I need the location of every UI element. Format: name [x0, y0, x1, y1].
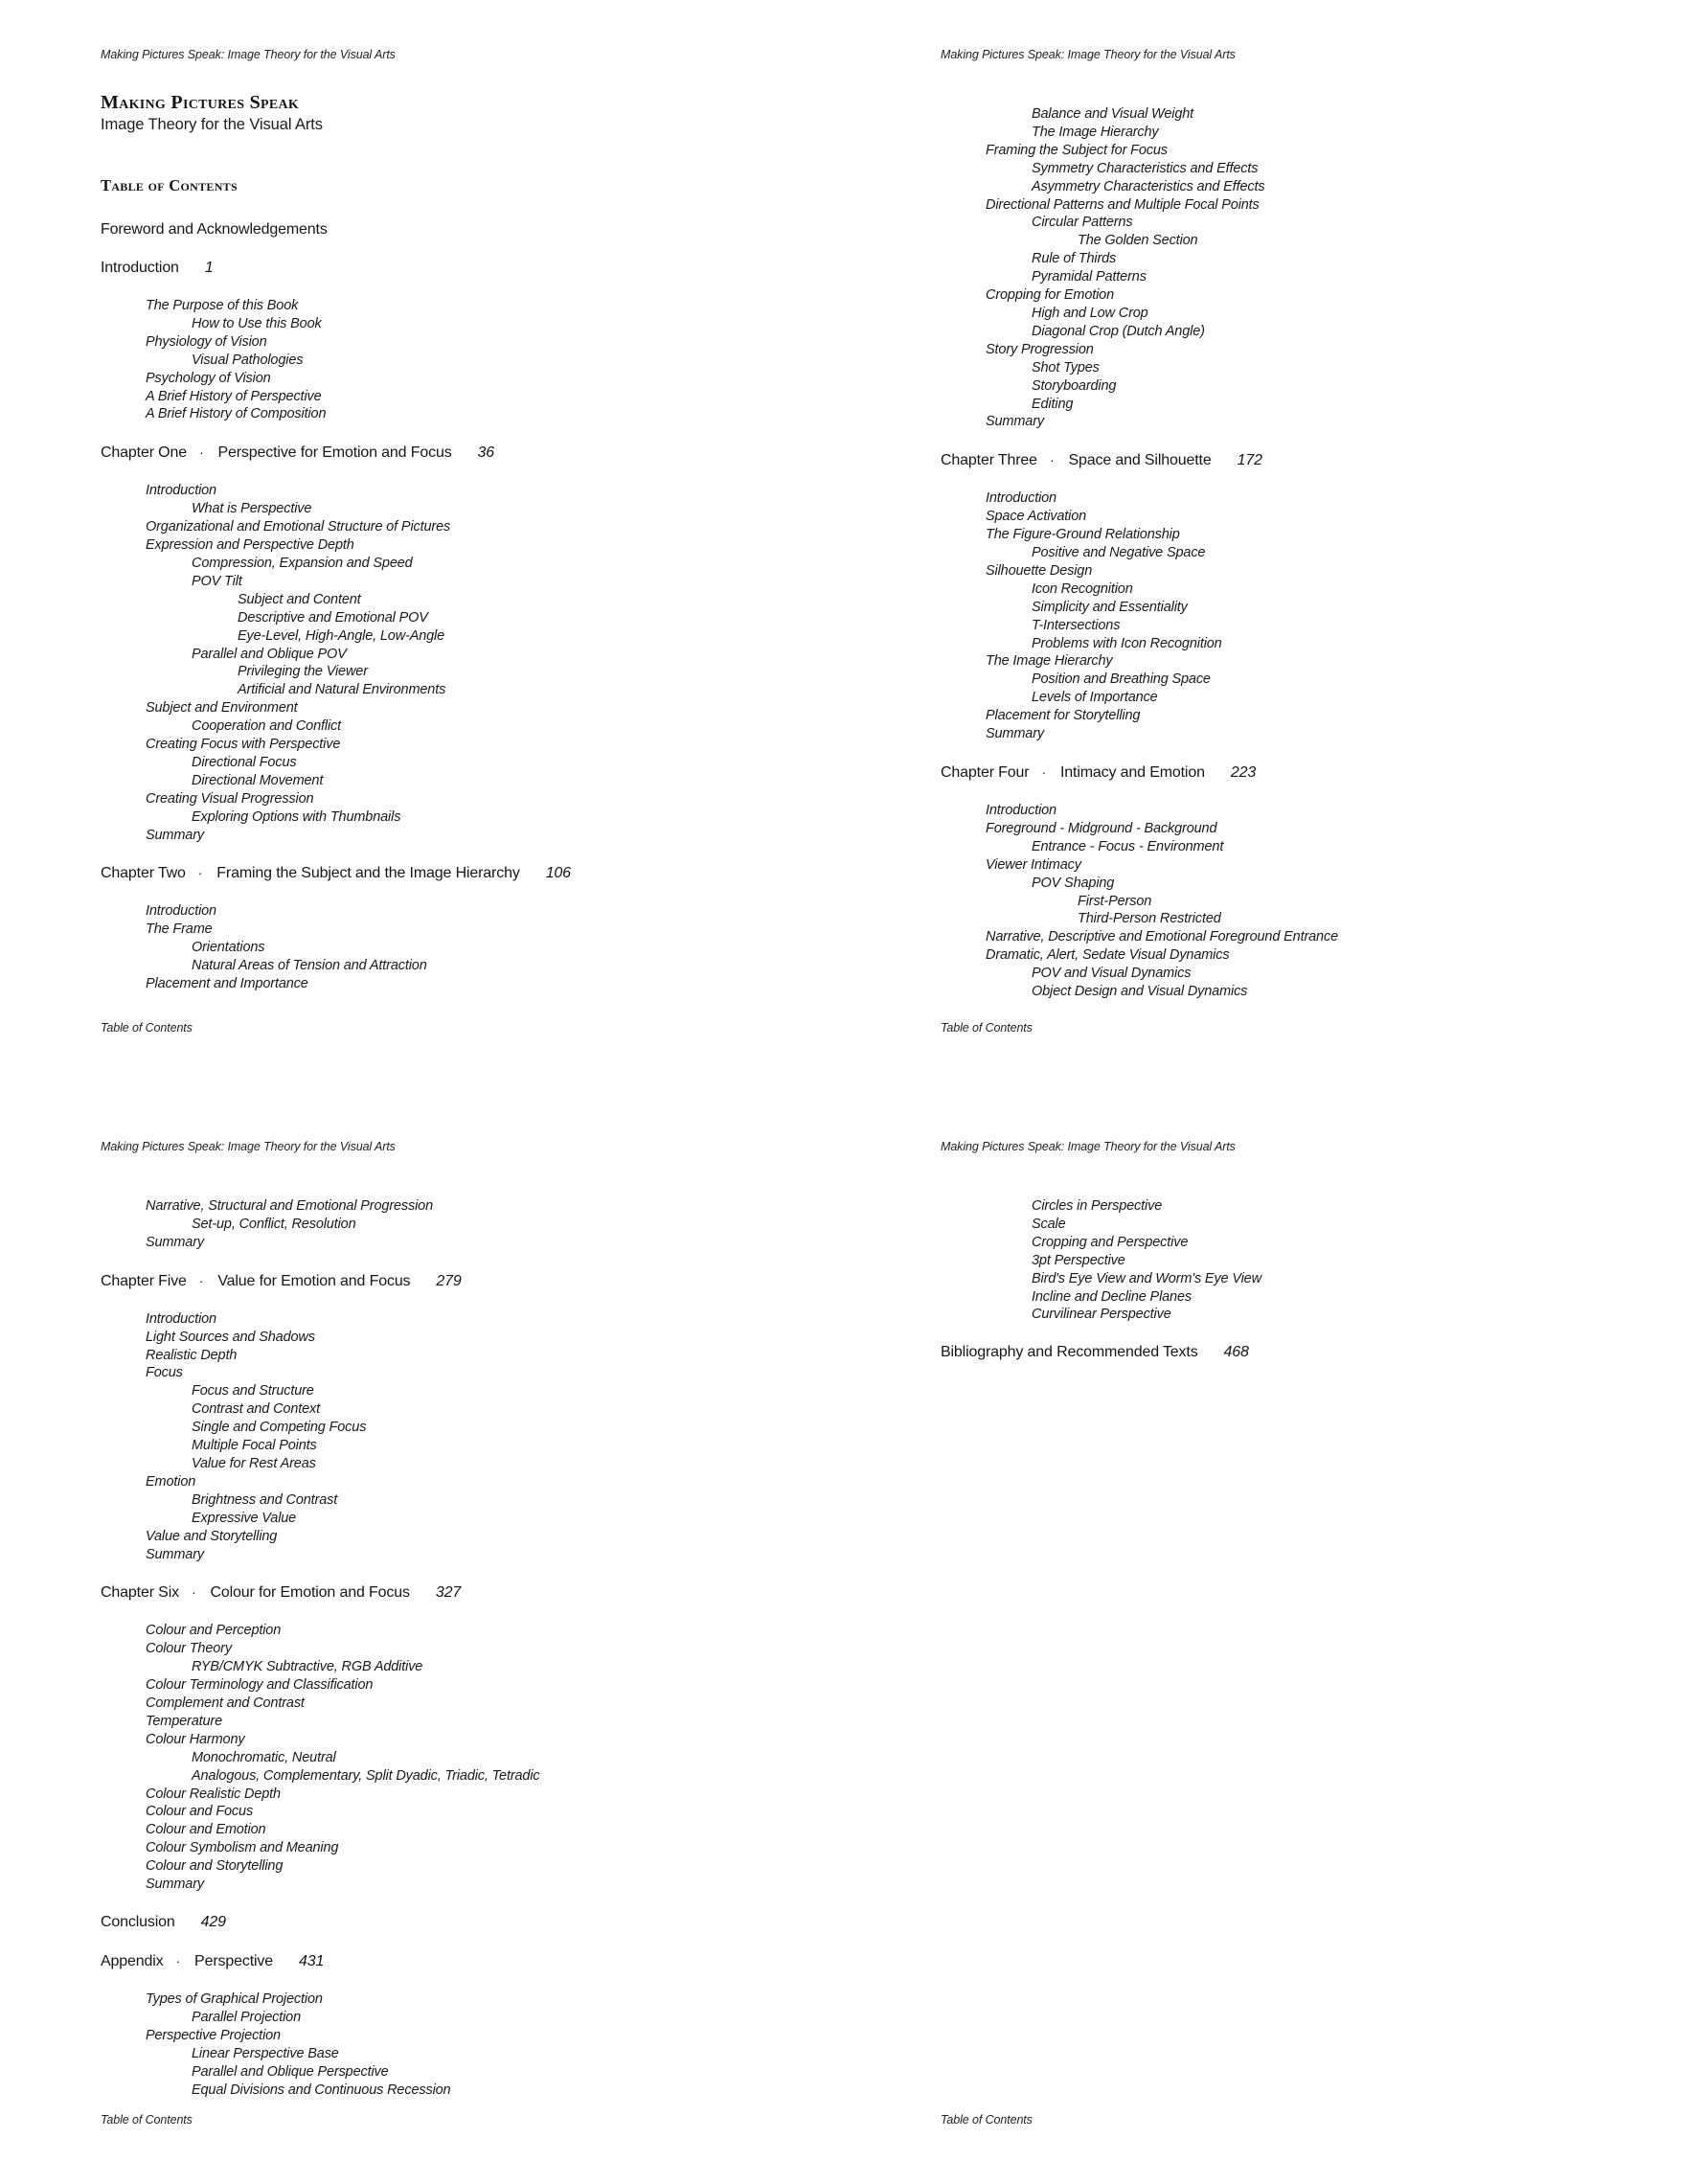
toc-item: Eye-Level, High-Angle, Low-Angle [238, 627, 445, 644]
toc-item: Incline and Decline Planes [1032, 1288, 1192, 1305]
toc-item: Diagonal Crop (Dutch Angle) [1032, 323, 1205, 339]
toc-item: Introduction [146, 903, 216, 920]
toc-item: Cooperation and Conflict [192, 718, 341, 735]
toc-item: Visual Pathologies [192, 352, 304, 368]
page-number: 429 [200, 1914, 226, 1930]
heading-title: Intimacy and Emotion [1059, 764, 1205, 781]
chapter-label: Chapter Four [941, 764, 1030, 781]
toc-item: Colour and Storytelling [146, 1858, 284, 1875]
toc-blocks [941, 105, 1654, 1001]
running-header: Making Pictures Speak: Image Theory for the Visual Arts [941, 1140, 1236, 1153]
running-footer: Table of Contents [101, 2113, 193, 2127]
toc-item: Placement and Importance [146, 976, 308, 992]
toc-item: Pyramidal Patterns [1032, 269, 1147, 285]
toc-item: Cropping for Emotion [986, 287, 1115, 304]
toc-item: Single and Competing Focus [192, 1420, 367, 1436]
running-footer: Table of Contents [941, 1021, 1033, 1035]
chapter-heading [941, 450, 1654, 470]
toc-item: Colour Harmony [146, 1731, 245, 1747]
heading-title: Introduction [101, 260, 179, 276]
toc-item: Parallel and Oblique Perspective [192, 2063, 389, 2080]
separator-dot: · [1041, 764, 1046, 780]
heading-title: Colour for Emotion and Focus [210, 1584, 410, 1602]
toc-item: T-Intersections [1032, 617, 1121, 633]
toc-item: Colour Theory [146, 1641, 232, 1657]
running-header: Making Pictures Speak: Image Theory for the Visual Arts [941, 48, 1236, 61]
section-heading [941, 1343, 1654, 1362]
heading-title: Perspective for Emotion and Focus [217, 444, 452, 462]
toc-item: Privileging the Viewer [238, 664, 368, 680]
toc-item: Brightness and Contrast [192, 1491, 338, 1508]
toc-item: Equal Divisions and Continuous Recession [192, 2082, 451, 2098]
page-number: 36 [477, 444, 495, 462]
toc-item: Shot Types [1032, 359, 1100, 375]
toc-item: Colour and Perception [146, 1623, 282, 1639]
heading-title: Foreword and Acknowledgements [101, 221, 328, 238]
book-subtitle: Image Theory for the Visual Arts [101, 116, 323, 133]
toc-item: Scale [1032, 1216, 1066, 1232]
subsection-list [941, 802, 1654, 1001]
toc-item: Space Activation [986, 509, 1087, 525]
toc-item: Psychology of Vision [146, 370, 271, 386]
toc-blocks [101, 1197, 814, 2099]
heading-title: Conclusion [101, 1914, 175, 1930]
separator-dot: · [1049, 452, 1055, 468]
subsection-list [941, 1197, 1654, 1324]
separator-dot: · [175, 1953, 181, 1968]
toc-blocks [101, 220, 814, 993]
toc-item: Position and Breathing Space [1032, 671, 1211, 688]
running-footer: Table of Contents [101, 1021, 193, 1035]
toc-item: Parallel and Oblique POV [192, 646, 347, 662]
toc-item: Monochromatic, Neutral [192, 1749, 336, 1765]
toc-item: Circles in Perspective [1032, 1198, 1163, 1214]
subsection-list [101, 482, 814, 844]
heading-title: Framing the Subject and the Image Hierarchy [216, 865, 520, 882]
toc-item: Temperature [146, 1713, 223, 1729]
toc-item: Subject and Environment [146, 700, 298, 717]
page-content [101, 90, 814, 1012]
toc-item: Introduction [986, 803, 1056, 818]
toc-item: Cropping and Perspective [1032, 1234, 1189, 1250]
toc-item: The Purpose of this Book [146, 298, 299, 313]
chapter-label: Appendix [101, 1953, 164, 1969]
toc-item: Subject and Content [238, 591, 361, 607]
toc-item: Emotion [146, 1473, 196, 1490]
page-number: 468 [1223, 1344, 1249, 1361]
toc-item: High and Low Crop [1032, 305, 1148, 321]
toc-item: Rule of Thirds [1032, 251, 1117, 267]
toc-item: Introduction [146, 483, 216, 499]
heading-title: Bibliography and Recommended Texts [941, 1344, 1198, 1361]
toc-item: Introduction [146, 1310, 216, 1327]
toc-item: Perspective Projection [146, 2027, 281, 2043]
toc-item: Dramatic, Alert, Sedate Visual Dynamics [986, 947, 1230, 964]
toc-item: Analogous, Complementary, Split Dyadic, Triadic, Tetradic [192, 1767, 540, 1784]
subsection-list [101, 902, 814, 993]
page-content [941, 105, 1654, 1020]
toc-item: The Image Hierarchy [986, 653, 1113, 670]
separator-dot: · [198, 1272, 204, 1288]
toc-item: Summary [146, 1234, 204, 1250]
table-of-contents-heading: Table of Contents [101, 176, 238, 194]
toc-item: Creating Visual Progression [146, 790, 314, 807]
chapter-heading [101, 1951, 814, 1971]
toc-item: Colour and Focus [146, 1804, 254, 1820]
chapter-heading [941, 762, 1654, 783]
toc-item: Summary [986, 414, 1044, 430]
subsection-list [941, 489, 1654, 743]
toc-item: Artificial and Natural Environments [238, 682, 446, 698]
toc-item: POV Shaping [1032, 875, 1115, 891]
toc-item: Positive and Negative Space [1032, 545, 1206, 561]
toc-item: Placement for Storytelling [986, 708, 1141, 724]
subsection-list [101, 1991, 814, 2099]
toc-item: Directional Focus [192, 754, 297, 770]
toc-item: Summary [986, 726, 1044, 742]
toc-item: Summary [146, 1546, 204, 1562]
toc-item: Silhouette Design [986, 562, 1093, 579]
toc-page-4 [840, 1092, 1681, 2184]
toc-item: 3pt Perspective [1032, 1252, 1125, 1268]
toc-item: Compression, Expansion and Speed [192, 555, 413, 571]
toc-item: The Frame [146, 921, 213, 938]
toc-item: Exploring Options with Thumbnails [192, 808, 401, 825]
page-number: 106 [545, 865, 571, 882]
toc-item: RYB/CMYK Subtractive, RGB Additive [192, 1659, 423, 1675]
toc-item: Entrance - Focus - Environment [1032, 838, 1224, 854]
toc-item: Directional Movement [192, 772, 324, 788]
toc-item: Realistic Depth [146, 1347, 238, 1363]
subsection-list [101, 1622, 814, 1894]
toc-item: Curvilinear Perspective [1032, 1307, 1171, 1323]
toc-item: Multiple Focal Points [192, 1438, 317, 1454]
toc-item: Levels of Importance [1032, 690, 1158, 706]
toc-item: Focus and Structure [192, 1383, 314, 1399]
toc-item: Linear Perspective Base [192, 2045, 339, 2061]
toc-item: Set-up, Conflict, Resolution [192, 1216, 356, 1232]
page-number: 172 [1237, 452, 1262, 469]
toc-item: The Image Hierarchy [1032, 124, 1159, 140]
page-number: 327 [435, 1584, 462, 1602]
toc-item: POV Tilt [192, 573, 242, 589]
chapter-heading [101, 863, 814, 883]
toc-item: Physiology of Vision [146, 333, 267, 350]
toc-item: Asymmetry Characteristics and Effects [1032, 178, 1265, 194]
chapter-label: Chapter Two [101, 865, 186, 882]
toc-item: Orientations [192, 940, 265, 956]
chapter-heading [101, 443, 814, 463]
toc-item: Contrast and Context [192, 1401, 321, 1418]
toc-page-2 [840, 0, 1681, 1092]
toc-item: Summary [146, 827, 204, 843]
heading-title: Perspective [194, 1953, 273, 1969]
toc-item: What is Perspective [192, 501, 312, 517]
page-number: 1 [204, 260, 214, 276]
toc-item: Storyboarding [1032, 377, 1117, 394]
toc-item: Object Design and Visual Dynamics [1032, 984, 1248, 1000]
toc-item: Expression and Perspective Depth [146, 537, 354, 554]
book-title: Making Pictures Speak [101, 92, 300, 113]
subsection-list [101, 297, 814, 423]
subsection-list [941, 105, 1654, 431]
toc-item: Organizational and Emotional Structure of Pictures [146, 519, 451, 535]
toc-page-3 [0, 1092, 841, 2184]
chapter-label: Chapter Five [101, 1272, 187, 1289]
chapter-label: Chapter Three [941, 452, 1037, 469]
section-heading [101, 220, 814, 239]
toc-item: Complement and Contrast [146, 1695, 305, 1712]
toc-item: Summary [146, 1877, 204, 1893]
toc-item: Value for Rest Areas [192, 1455, 316, 1471]
toc-item: Viewer Intimacy [986, 856, 1081, 873]
toc-blocks [941, 1197, 1654, 1362]
chapter-heading [101, 1271, 814, 1291]
toc-item: Foreground - Midground - Background [986, 820, 1217, 836]
toc-page-1 [0, 0, 841, 1092]
toc-item: Icon Recognition [1032, 580, 1133, 597]
toc-item: First-Person [1078, 893, 1152, 909]
separator-dot: · [198, 444, 204, 461]
page-number: 223 [1230, 764, 1257, 781]
toc-item: Framing the Subject for Focus [986, 142, 1168, 158]
toc-item: The Golden Section [1078, 233, 1198, 249]
toc-item: Introduction [986, 490, 1056, 507]
toc-item: A Brief History of Composition [146, 406, 327, 422]
toc-item: Circular Patterns [1032, 215, 1133, 231]
toc-item: Directional Patterns and Multiple Focal Points [986, 196, 1260, 213]
toc-item: Natural Areas of Tension and Attraction [192, 958, 427, 974]
toc-item: Expressive Value [192, 1510, 297, 1526]
toc-item: Bird's Eye View and Worm's Eye View [1032, 1270, 1261, 1286]
toc-item: The Figure-Ground Relationship [986, 527, 1180, 543]
section-heading [101, 1913, 814, 1932]
toc-item: POV and Visual Dynamics [1032, 966, 1192, 982]
toc-item: Editing [1032, 396, 1074, 412]
separator-dot: · [191, 1584, 196, 1601]
running-footer: Table of Contents [941, 2113, 1033, 2127]
page-number: 431 [299, 1953, 325, 1969]
page-content [941, 1197, 1654, 1362]
toc-item: How to Use this Book [192, 315, 322, 331]
toc-item: Colour and Emotion [146, 1822, 266, 1838]
toc-item: Narrative, Structural and Emotional Progression [146, 1198, 434, 1214]
toc-item: Simplicity and Essentiality [1032, 599, 1188, 615]
toc-item: Focus [146, 1365, 183, 1381]
toc-item: Balance and Visual Weight [1032, 106, 1194, 122]
toc-item: Creating Focus with Perspective [146, 737, 341, 753]
toc-item: Types of Graphical Projection [146, 1991, 323, 2007]
toc-item: Value and Storytelling [146, 1528, 278, 1544]
heading-title: Value for Emotion and Focus [217, 1272, 411, 1289]
heading-title: Space and Silhouette [1068, 452, 1212, 469]
toc-item: Light Sources and Shadows [146, 1329, 315, 1345]
chapter-label: Chapter One [101, 444, 187, 462]
toc-item: Colour Terminology and Classification [146, 1677, 374, 1694]
chapter-heading [101, 1582, 814, 1603]
toc-item: Colour Symbolism and Meaning [146, 1840, 339, 1856]
running-header: Making Pictures Speak: Image Theory for the Visual Arts [101, 48, 396, 61]
toc-item: Story Progression [986, 341, 1094, 357]
page-content [101, 1197, 814, 2118]
page-number: 279 [436, 1272, 462, 1289]
separator-dot: · [197, 865, 203, 881]
toc-item: Parallel Projection [192, 2009, 302, 2025]
toc-item: Problems with Icon Recognition [1032, 635, 1222, 651]
running-header: Making Pictures Speak: Image Theory for the Visual Arts [101, 1140, 396, 1153]
toc-item: Symmetry Characteristics and Effects [1032, 160, 1259, 176]
toc-item: Narrative, Descriptive and Emotional Foreground Entrance [986, 929, 1338, 945]
section-heading [101, 259, 814, 278]
toc-item: Third-Person Restricted [1078, 911, 1221, 927]
toc-item: A Brief History of Perspective [146, 388, 322, 404]
subsection-list [101, 1197, 814, 1252]
subsection-list [101, 1310, 814, 1564]
toc-item: Descriptive and Emotional POV [238, 609, 428, 626]
chapter-label: Chapter Six [101, 1584, 179, 1602]
toc-item: Colour Realistic Depth [146, 1786, 281, 1802]
